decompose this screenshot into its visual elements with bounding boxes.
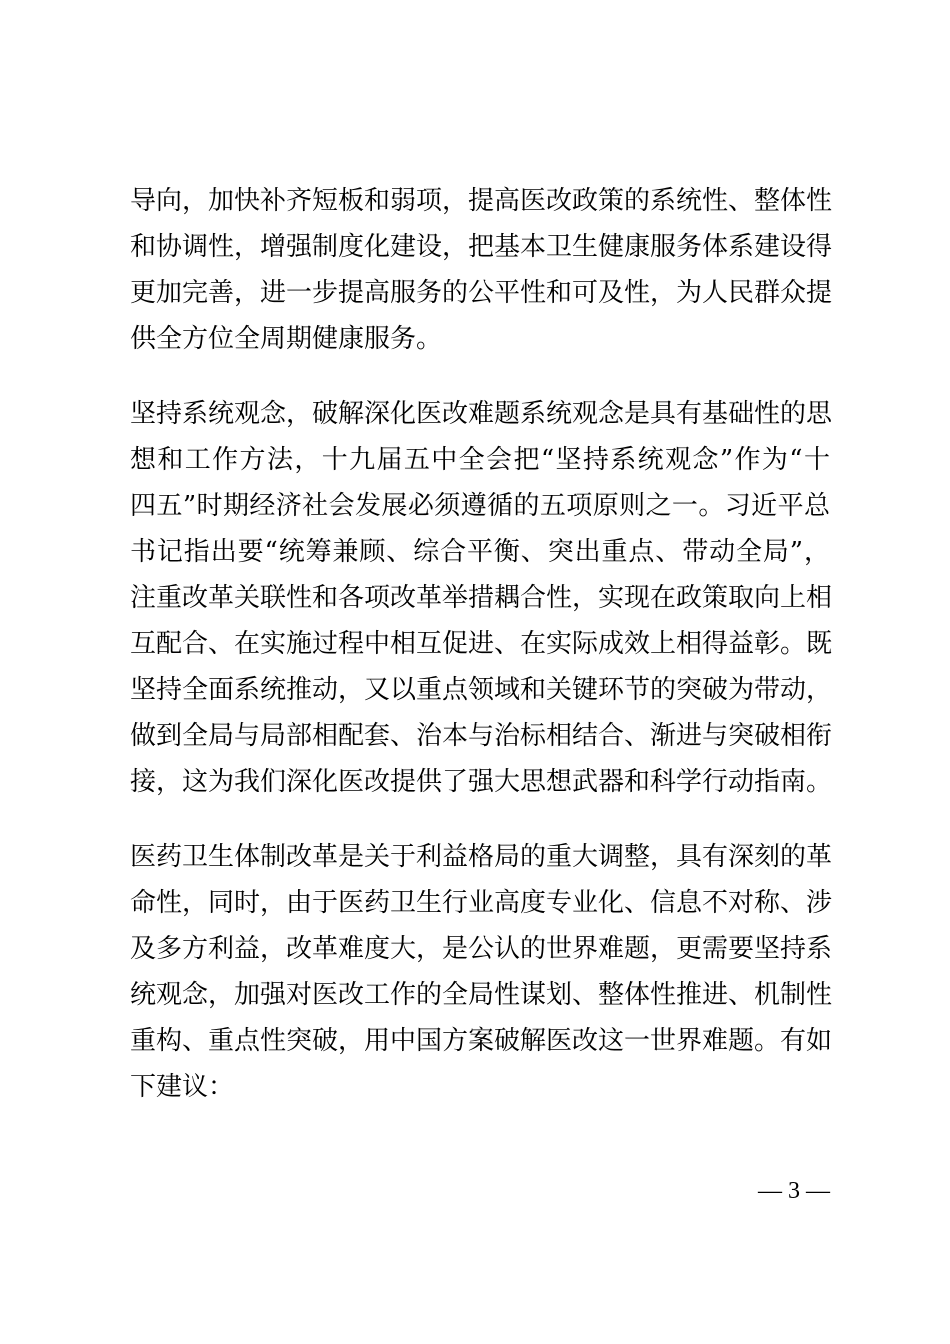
text-line: 重构、重点性突破，用中国方案破解医改这一世界难题。有如 [130, 1026, 833, 1056]
text-line: 书记指出要“统筹兼顾、综合平衡、突出重点、带动全局”， [130, 537, 830, 567]
text-line: 更加完善，进一步提高服务的公平性和可及性，为人民群众提 [130, 278, 833, 308]
text-line: 想和工作方法，十九届五中全会把“坚持系统观念”作为“十 [130, 445, 830, 475]
text-line: 命性，同时，由于医药卫生行业高度专业化、信息不对称、涉 [130, 888, 833, 918]
text-line: 四五”时期经济社会发展必须遵循的五项原则之一。习近平总 [130, 491, 830, 521]
text-line: 和协调性，增强制度化建设，把基本卫生健康服务体系建设得 [130, 232, 833, 262]
text-line: 做到全局与局部相配套、治本与治标相结合、渐进与突破相衔 [130, 721, 833, 751]
text-line: 接，这为我们深化医改提供了强大思想武器和科学行动指南。 [130, 767, 833, 797]
text-line: 互配合、在实施过程中相互促进、在实际成效上相得益彰。既 [130, 629, 833, 659]
text-line: 坚持系统观念，破解深化医改难题系统观念是具有基础性的思 [130, 399, 833, 429]
text-line: 坚持全面系统推动，又以重点领域和关键环节的突破为带动， [130, 675, 833, 705]
text-line: 及多方利益，改革难度大，是公认的世界难题，更需要坚持系 [130, 934, 833, 964]
text-line: 导向，加快补齐短板和弱项，提高医改政策的系统性、整体性 [130, 186, 833, 216]
text-line: 供全方位全周期健康服务。 [130, 324, 443, 354]
page-number: — 3 — [758, 1178, 830, 1204]
text-line: 统观念，加强对医改工作的全局性谋划、整体性推进、机制性 [130, 980, 833, 1010]
text-line: 下建议： [130, 1072, 235, 1102]
text-line: 医药卫生体制改革是关于利益格局的重大调整，具有深刻的革 [130, 842, 833, 872]
text-line: 注重改革关联性和各项改革举措耦合性，实现在政策取向上相 [130, 583, 833, 613]
